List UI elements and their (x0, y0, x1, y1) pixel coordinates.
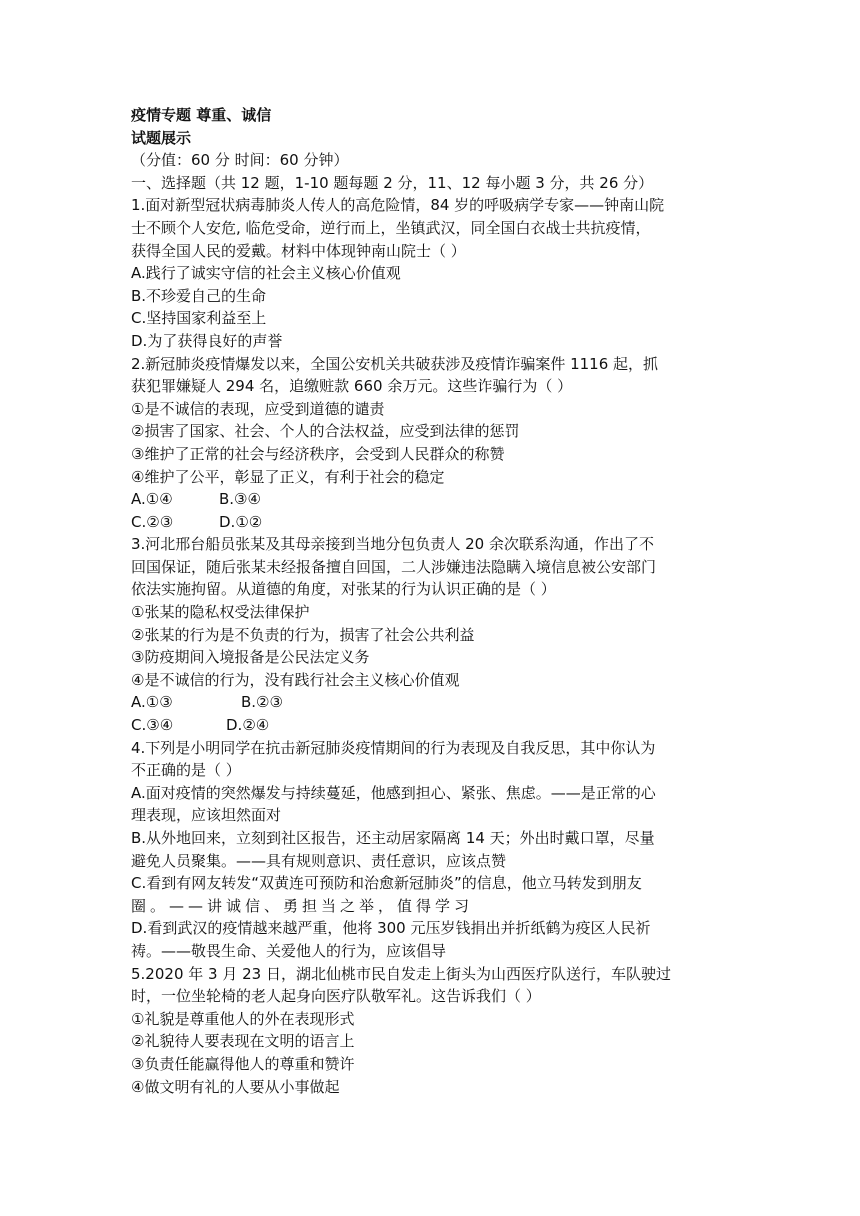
options-row (131, 488, 741, 511)
question-text-line: 圈。——讲诚信、勇担当之举，值得学习 (131, 896, 474, 915)
statement-1: ①是不诚信的表现，应受到道德的谴责 (131, 399, 385, 418)
question-text-line: 5.2020 年 3 月 23 日，湖北仙桃市民自发走上街头为山西医疗队送行，车队驶过 (131, 964, 671, 983)
question-text-line: A.面对疫情的突然爆发与持续蔓延，他感到担心、紧张、焦虑。——是正常的心 (131, 783, 656, 802)
score-time-info: （分值：60 分 时间：60 分钟） (131, 151, 349, 170)
question-text-line: 1.面对新型冠状病毒肺炎人传人的高危险情，84 岁的呼吸病学专家——钟南山院 (131, 196, 665, 215)
option-b: B.不珍爱自己的生命 (131, 286, 267, 305)
statement-2: ②张某的行为是不负责的行为，损害了社会公共利益 (131, 625, 475, 644)
statement-1: ①礼貌是尊重他人的外在表现形式 (131, 1009, 355, 1028)
options-row (131, 691, 741, 714)
doc-title: 疫情专题 尊重、诚信 (131, 106, 272, 124)
question-text-line: 时，一位坐轮椅的老人起身向医疗队敬军礼。这告诉我们（ ） (131, 987, 541, 1006)
question-text-line: 3.河北邢台船员张某及其母亲接到当地分包负责人 20 余次联系沟通，作出了不 (131, 535, 654, 554)
question-text-line: 获犯罪嫌疑人 294 名，追缴赃款 660 余万元。这些诈骗行为（ ） (131, 377, 573, 396)
options-row (131, 511, 741, 534)
question-text-line: 不正确的是（ ） (131, 761, 241, 780)
option-c: C.坚持国家利益至上 (131, 309, 267, 328)
question-text-line: B.从外地回来，立刻到社区报告，还主动居家隔离 14 天；外出时戴口罩，尽量 (131, 829, 655, 847)
option-b: B.②③ (241, 693, 283, 712)
question-3 (131, 533, 741, 736)
question-text-line: 理表现，应该坦然面对 (131, 806, 282, 825)
question-text-line: 祷。——敬畏生命、关爱他人的行为，应该倡导 (131, 941, 447, 960)
question-text-line: 避免人员聚集。——具有规则意识、责任意识，应该点赞 (131, 851, 507, 870)
question-text-line: 2.新冠肺炎疫情爆发以来，全国公安机关共破获涉及疫情诈骗案件 1116 起，抓 (131, 354, 659, 373)
option-d: D.②④ (226, 716, 270, 735)
question-text-line: 4.下列是小明同学在抗击新冠肺炎疫情期间的行为表现及自我反思，其中你认为 (131, 738, 656, 757)
statement-4: ④维护了公平，彰显了正义，有利于社会的稳定 (131, 467, 445, 486)
document-page (131, 104, 741, 1098)
statement-4: ④做文明有礼的人要从小事做起 (131, 1077, 340, 1096)
section-heading: 一、选择题（共 12 题，1-10 题每题 2 分，11、12 每小题 3 分，共 26 分） (131, 173, 654, 192)
question-5 (131, 963, 741, 1099)
question-text-line: 获得全国人民的爱戴。材料中体现钟南山院士（ ） (131, 241, 466, 260)
doc-subtitle: 试题展示 (131, 128, 192, 147)
question-text-line: 依法实施拘留。从道德的角度，对张某的行为认识正确的是（ ） (131, 580, 556, 599)
option-d: D.①② (219, 512, 263, 531)
statement-2: ②损害了国家、社会、个人的合法权益，应受到法律的惩罚 (131, 422, 520, 441)
question-4 (131, 737, 741, 963)
statement-3: ③负责任能赢得他人的尊重和赞许 (131, 1054, 355, 1073)
question-text-line: C.看到有网友转发“双黄连可预防和治愈新冠肺炎”的信息，他立马转发到朋友 (131, 874, 642, 893)
option-a: A.①③ (131, 693, 173, 712)
question-1 (131, 194, 741, 352)
statement-3: ③防疫期间入境报备是公民法定义务 (131, 648, 370, 667)
statement-2: ②礼貌待人要表现在文明的语言上 (131, 1032, 355, 1051)
question-text-line: 回国保证，随后张某未经报备擅自回国，二人涉嫌违法隐瞒入境信息被公安部门 (131, 557, 657, 576)
statement-4: ④是不诚信的行为，没有践行社会主义核心价值观 (131, 670, 460, 689)
option-d: D.为了获得良好的声誉 (131, 331, 283, 350)
options-row (131, 714, 741, 737)
statement-1: ①张某的隐私权受法律保护 (131, 603, 310, 622)
question-text-line: 士不顾个人安危, 临危受命，逆行而上，坐镇武汉，同全国白衣战士共抗疫情， (131, 218, 651, 237)
question-text-line: D.看到武汉的疫情越来越严重，他将 300 元压岁钱捐出并折纸鹤为疫区人民祈 (131, 919, 651, 938)
option-c: C.③④ (131, 716, 174, 735)
option-a: A.践行了诚实守信的社会主义核心价值观 (131, 264, 401, 283)
option-a: A.①④ (131, 490, 173, 509)
statement-3: ③维护了正常的社会与经济秩序，会受到人民群众的称赞 (131, 444, 505, 463)
option-c: C.②③ (131, 512, 174, 531)
option-b: B.③④ (219, 490, 261, 509)
question-2 (131, 353, 741, 534)
